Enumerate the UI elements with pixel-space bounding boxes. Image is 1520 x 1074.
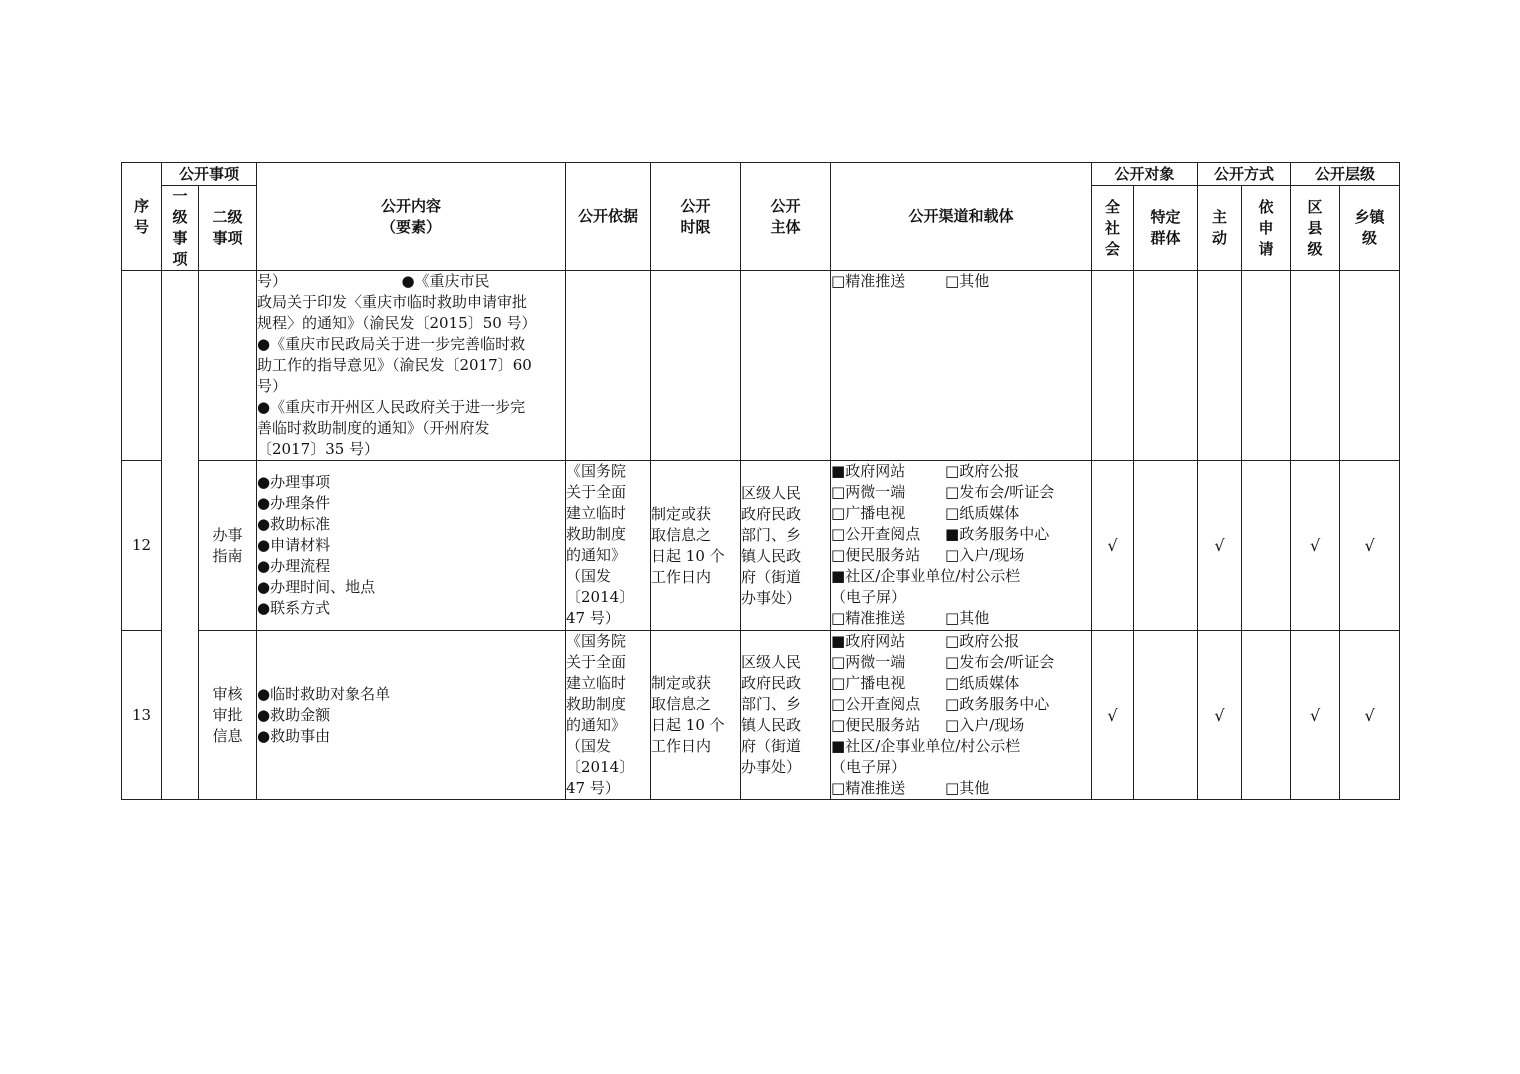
row-channels bbox=[831, 631, 1092, 800]
header-content: 公开内容 （要素） bbox=[257, 163, 566, 271]
channel-option: □政府公报 bbox=[945, 632, 1020, 650]
channel-option: □发布会/听证会 bbox=[945, 653, 1055, 671]
channel-option: □精准推送 bbox=[831, 272, 906, 290]
method-request-cell bbox=[1242, 461, 1291, 631]
header-subject: 公开 主体 bbox=[741, 163, 831, 271]
target-all-cell bbox=[1092, 271, 1134, 461]
channel-option: ■社区/企事业单位/村公示栏 bbox=[831, 737, 1021, 755]
channel-option: □广播电视 bbox=[831, 674, 906, 692]
channel-option: □公开查阅点 bbox=[831, 695, 921, 713]
channel-option: □纸质媒体 bbox=[945, 674, 1020, 692]
level-town-cell: √ bbox=[1340, 461, 1400, 631]
row-subject bbox=[741, 271, 831, 461]
channel-option: ■政务服务中心 bbox=[945, 525, 1050, 543]
header-limit: 公开 时限 bbox=[651, 163, 741, 271]
target-specific-cell bbox=[1134, 461, 1198, 631]
row-seq bbox=[122, 271, 162, 461]
channel-option: ■政府网站 bbox=[831, 462, 906, 480]
channel-option: □其他 bbox=[945, 779, 990, 797]
row-seq: 13 bbox=[122, 631, 162, 800]
row-subject: 区级人民 政府民政 部门、乡 镇人民政 府（街道 办事处） bbox=[741, 631, 831, 800]
row-content: ●临时救助对象名单 ●救助金额 ●救助事由 bbox=[257, 631, 566, 800]
channel-option: □两微一端 bbox=[831, 653, 906, 671]
header-target-group: 公开对象 bbox=[1092, 163, 1198, 186]
header-seq: 序 号 bbox=[122, 163, 162, 271]
header-level-group: 公开层级 bbox=[1291, 163, 1400, 186]
row-subject: 区级人民 政府民政 部门、乡 镇人民政 府（街道 办事处） bbox=[741, 461, 831, 631]
channel-option: □其他 bbox=[945, 609, 990, 627]
header-method-group: 公开方式 bbox=[1198, 163, 1291, 186]
channel-option-note: （电子屏） bbox=[831, 588, 907, 606]
channel-option: □其他 bbox=[945, 272, 990, 290]
channel-option: □广播电视 bbox=[831, 504, 906, 522]
channel-option: ■政府网站 bbox=[831, 632, 906, 650]
target-specific-cell bbox=[1134, 271, 1198, 461]
row-channels bbox=[831, 461, 1092, 631]
channel-option: □纸质媒体 bbox=[945, 504, 1020, 522]
disclosure-table bbox=[121, 162, 1400, 800]
target-all-cell: √ bbox=[1092, 631, 1134, 800]
row-basis: 《国务院 关于全面 建立临时 救助制度 的通知》 （国发 〔2014〕 47 号） bbox=[566, 461, 651, 631]
row-seq: 12 bbox=[122, 461, 162, 631]
target-specific-cell bbox=[1134, 631, 1198, 800]
channel-option: □便民服务站 bbox=[831, 716, 921, 734]
header-target-specific: 特定 群体 bbox=[1134, 186, 1198, 271]
row-level2: 办事 指南 bbox=[199, 461, 257, 631]
level-town-cell bbox=[1340, 271, 1400, 461]
method-request-cell bbox=[1242, 271, 1291, 461]
header-level-town: 乡镇 级 bbox=[1340, 186, 1400, 271]
channel-option: □精准推送 bbox=[831, 609, 906, 627]
level1-cell bbox=[162, 271, 199, 800]
level-district-cell: √ bbox=[1291, 631, 1340, 800]
row-level2 bbox=[199, 271, 257, 461]
channel-option-note: （电子屏） bbox=[831, 758, 907, 776]
method-active-cell bbox=[1198, 271, 1242, 461]
channel-option: □公开查阅点 bbox=[831, 525, 921, 543]
header-method-request: 依 申 请 bbox=[1242, 186, 1291, 271]
row-basis bbox=[566, 271, 651, 461]
method-request-cell bbox=[1242, 631, 1291, 800]
row-channels bbox=[831, 271, 1092, 461]
channel-option: ■社区/企事业单位/村公示栏 bbox=[831, 567, 1021, 585]
level-district-cell: √ bbox=[1291, 461, 1340, 631]
channel-option: □入户/现场 bbox=[945, 546, 1025, 564]
header-level2: 二级 事项 bbox=[199, 186, 257, 271]
method-active-cell: √ bbox=[1198, 461, 1242, 631]
channel-option: □入户/现场 bbox=[945, 716, 1025, 734]
header-level1: 一 级 事 项 bbox=[162, 186, 199, 271]
row-basis: 《国务院 关于全面 建立临时 救助制度 的通知》 （国发 〔2014〕 47 号） bbox=[566, 631, 651, 800]
channel-option: □政府公报 bbox=[945, 462, 1020, 480]
method-active-cell: √ bbox=[1198, 631, 1242, 800]
channel-option: □两微一端 bbox=[831, 483, 906, 501]
channel-option: □便民服务站 bbox=[831, 546, 921, 564]
table-row bbox=[122, 271, 1400, 461]
level-town-cell: √ bbox=[1340, 631, 1400, 800]
channel-option: □政务服务中心 bbox=[945, 695, 1050, 713]
channel-option: □发布会/听证会 bbox=[945, 483, 1055, 501]
target-all-cell: √ bbox=[1092, 461, 1134, 631]
row-level2: 审核 审批 信息 bbox=[199, 631, 257, 800]
table-row bbox=[122, 461, 1400, 631]
header-level-district: 区 县 级 bbox=[1291, 186, 1340, 271]
row-limit: 制定或获 取信息之 日起 10 个 工作日内 bbox=[651, 631, 741, 800]
row-limit: 制定或获 取信息之 日起 10 个 工作日内 bbox=[651, 461, 741, 631]
header-basis: 公开依据 bbox=[566, 163, 651, 271]
level-district-cell bbox=[1291, 271, 1340, 461]
header-items-group: 公开事项 bbox=[162, 163, 257, 186]
row-limit bbox=[651, 271, 741, 461]
table-row bbox=[122, 631, 1400, 800]
channel-option: □精准推送 bbox=[831, 779, 906, 797]
header-target-all: 全 社 会 bbox=[1092, 186, 1134, 271]
header-method-active: 主 动 bbox=[1198, 186, 1242, 271]
header-channels: 公开渠道和载体 bbox=[831, 163, 1092, 271]
row-content: ●办理事项 ●办理条件 ●救助标准 ●申请材料 ●办理流程 ●办理时间、地点 ●联系方式 bbox=[257, 461, 566, 631]
row-content: 号） ●《重庆市民 政局关于印发〈重庆市临时救助申请审批 规程〉的通知》（渝民发〔2015〕50 号） ●《重庆市民政局关于进一步完善临时救 助工作的指导意见》（渝民发〔2017〕60 号） ●《重庆市开州区人民政府关于进一步完 善临时救助制度的通知》（开州府发 〔2017〕35 号） bbox=[257, 271, 566, 461]
